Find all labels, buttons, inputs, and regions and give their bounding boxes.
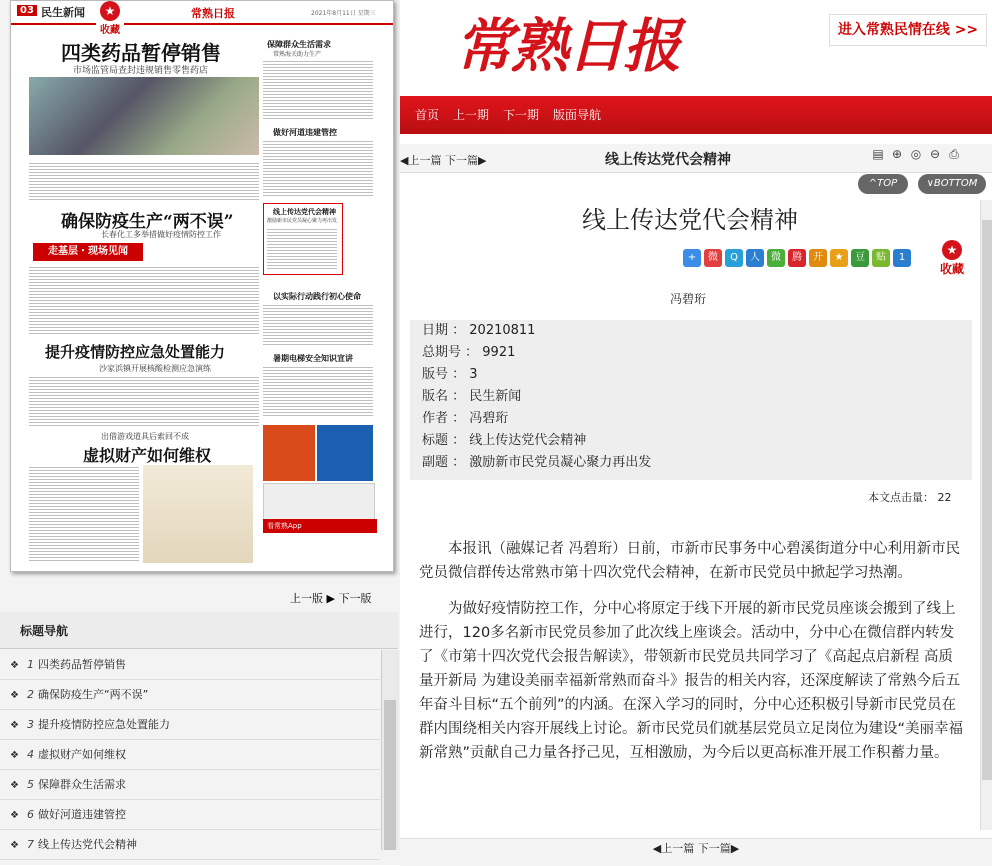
headline-r2[interactable]: 做好河道违建管控 — [273, 127, 337, 137]
headline-nav-item[interactable] — [0, 830, 380, 860]
headline-nav-item[interactable] — [0, 650, 380, 680]
item-number: 4 — [26, 748, 34, 761]
headline-nav-list — [0, 650, 380, 860]
diamond-icon: ❖ — [10, 750, 19, 761]
hit-count-label: 本文点击量： — [868, 491, 934, 504]
share-buttons — [683, 249, 911, 267]
item-number: 2 — [26, 688, 34, 701]
meta-key: 标题 — [422, 433, 449, 448]
headline-nav-item[interactable] — [0, 680, 380, 710]
share-more-icon[interactable]: + — [683, 249, 701, 267]
scroll-thumb[interactable] — [982, 220, 992, 780]
favorite-label: 收藏 — [100, 25, 120, 36]
diamond-icon: ❖ — [10, 720, 19, 731]
item-number: 5 — [26, 778, 34, 791]
paper-logo: 常熟日报 — [191, 7, 235, 20]
share-kaixin-icon[interactable]: 开 — [809, 249, 827, 267]
article-author: 冯碧珩 — [670, 292, 707, 306]
favorite-label: 收藏 — [939, 262, 964, 276]
meta-value: 民生新闻 — [469, 389, 522, 404]
headline-r3[interactable]: 线上传达党代会精神 — [273, 207, 336, 216]
article-meta — [410, 320, 972, 480]
paper-date: 2021年8月11日 星期三 — [311, 10, 376, 17]
headline-nav-item[interactable] — [0, 800, 380, 830]
meta-key: 版名 — [422, 389, 449, 404]
copy-icon[interactable]: ▤ — [872, 147, 884, 161]
newspaper-page[interactable] — [10, 0, 394, 572]
article-favorite-button[interactable] — [937, 240, 967, 277]
headline-r4[interactable]: 以实际行动践行初心使命 — [273, 291, 361, 301]
text-block — [29, 265, 259, 335]
item-number: 1 — [26, 658, 34, 671]
meta-value: 线上传达党代会精神 — [469, 433, 587, 448]
diamond-icon: ❖ — [10, 660, 19, 671]
article-title: 线上传达党代会精神 — [582, 206, 798, 234]
item-title: 做好河道违建管控 — [37, 808, 126, 821]
subhead-2: 长春化工多举措做好疫情防控工作 — [101, 230, 221, 239]
scroll-thumb[interactable] — [384, 700, 396, 850]
scroll-bottom-button[interactable]: ∨BOTTOM — [918, 174, 986, 194]
headline-r1[interactable]: 保障群众生活需求 — [267, 39, 331, 49]
diamond-icon: ❖ — [10, 840, 19, 851]
banner-field-report: 走基层・现场见闻 — [33, 243, 143, 261]
meta-key: 作者 — [422, 411, 449, 426]
article-toolbar — [400, 144, 992, 173]
star-icon: ★ — [100, 1, 120, 21]
subhead-r1: 常熟海关助力生产 — [273, 51, 322, 58]
headline-nav-item[interactable] — [0, 770, 380, 800]
item-title: 线上传达党代会精神 — [37, 838, 137, 851]
subhead-r3: 激励新市民党员凝心聚力再出发 — [267, 218, 338, 224]
headline-nav-scrollbar[interactable] — [381, 650, 399, 850]
article-body — [419, 537, 964, 777]
zoom-in-icon[interactable]: ⊕ — [891, 147, 903, 161]
meta-value: 20210811 — [469, 323, 536, 338]
ad-block — [263, 425, 315, 481]
app-ad: 看常熟App — [263, 519, 377, 533]
qr-codes — [263, 483, 375, 521]
zoom-reset-icon[interactable]: ◎ — [910, 147, 922, 161]
toolbar-title: 线上传达党代会精神 — [605, 152, 731, 168]
enter-minqing-link[interactable]: 进入常熟民情在线 >> — [829, 14, 987, 46]
article-bottom-prev-next[interactable]: ◀上一篇 下一篇▶ — [400, 838, 992, 866]
meta-row: 总期号 ： 9921 — [422, 345, 516, 360]
nav-layout[interactable]: 版面导航 — [553, 108, 602, 122]
page-section: 民生新闻 — [41, 6, 85, 19]
hit-count — [868, 489, 952, 505]
share-count-icon[interactable]: 1 — [893, 249, 911, 267]
headline-nav-title — [0, 612, 398, 649]
subhead-3: 沙家浜镇开展核酸检测应急演练 — [99, 364, 211, 373]
share-star-icon[interactable]: ★ — [830, 249, 848, 267]
item-title: 确保防疫生产“两不误” — [37, 688, 149, 701]
text-block — [263, 59, 373, 119]
meta-key: 日期 — [422, 323, 449, 338]
meta-value: 激励新市民党员凝心聚力再出发 — [469, 455, 652, 470]
headline-1[interactable]: 四类药品暂停销售 — [61, 41, 221, 65]
item-title: 保障群众生活需求 — [37, 778, 126, 791]
ad-block — [317, 425, 373, 481]
share-tieba-icon[interactable]: 贴 — [872, 249, 890, 267]
item-title: 虚拟财产如何维权 — [37, 748, 126, 761]
share-renren-icon[interactable]: 人 — [746, 249, 764, 267]
share-douban-icon[interactable]: 豆 — [851, 249, 869, 267]
nav-home[interactable]: 首页 — [415, 108, 440, 122]
page-number: 03 — [17, 5, 37, 16]
text-block — [29, 161, 259, 201]
paper-header — [11, 1, 393, 25]
item-number: 7 — [26, 838, 34, 851]
meta-key: 总期号 — [422, 345, 462, 360]
illustration — [143, 465, 253, 563]
print-icon[interactable]: ⎙ — [949, 147, 959, 161]
headline-r5[interactable]: 暑期电梯安全知识宣讲 — [273, 353, 353, 363]
subhead-1: 市场监管局查封违规销售零售药店 — [73, 66, 209, 76]
text-block — [267, 227, 337, 269]
masthead-logo: 常熟日报 — [455, 12, 680, 80]
hit-count-value: 22 — [937, 491, 952, 504]
headline-nav-item[interactable] — [0, 710, 380, 740]
text-block — [263, 139, 373, 197]
item-title: 四类药品暂停销售 — [37, 658, 126, 671]
item-number: 3 — [26, 718, 34, 731]
meta-row: 副题 ： 激励新市民党员凝心聚力再出发 — [422, 455, 652, 470]
share-tencent-icon[interactable]: 腾 — [788, 249, 806, 267]
meta-row: 版号 ： 3 — [422, 367, 478, 382]
meta-row: 日期 ： 20210811 — [422, 323, 536, 338]
diamond-icon: ❖ — [10, 810, 19, 821]
item-title: 提升疫情防控应急处置能力 — [37, 718, 170, 731]
diamond-icon: ❖ — [10, 780, 19, 791]
share-weibo-icon[interactable]: 微 — [704, 249, 722, 267]
meta-value: 3 — [469, 367, 478, 382]
text-block — [29, 375, 259, 427]
meta-row: 标题 ： 线上传达党代会精神 — [422, 433, 587, 448]
zoom-out-icon[interactable]: ⊖ — [929, 147, 941, 161]
text-block — [263, 365, 373, 417]
headline-3[interactable]: 提升疫情防控应急处置能力 — [45, 343, 226, 361]
headline-nav-item[interactable] — [0, 740, 380, 770]
headline-2[interactable]: 确保防疫生产“两不误” — [61, 212, 234, 232]
kicker-4: 出借游戏道具后索回不成 — [101, 432, 189, 441]
favorite-button[interactable] — [96, 1, 124, 37]
nav-next-issue[interactable]: 下一期 — [503, 108, 540, 122]
tool-icons — [870, 146, 962, 162]
meta-value: 冯碧珩 — [469, 411, 509, 426]
nav-prev-issue[interactable]: 上一期 — [453, 108, 490, 122]
meta-row: 作者 ： 冯碧珩 — [422, 411, 509, 426]
share-wechat-icon[interactable]: 微 — [767, 249, 785, 267]
share-qzone-icon[interactable]: Q — [725, 249, 743, 267]
star-icon: ★ — [942, 240, 962, 260]
paragraph: 本报讯（融媒记者 冯碧珩）日前，市新市民事务中心碧溪街道分中心利用新市民党员微信群传达常熟市第十四次党代会精神，在新市民党员中掀起学习热潮。 — [419, 541, 961, 581]
headline-nav-label: 标题导航 — [20, 624, 69, 638]
meta-key: 版号 — [422, 367, 449, 382]
meta-row: 版名 ： 民生新闻 — [422, 389, 522, 404]
text-block — [263, 303, 373, 347]
news-photo — [29, 77, 259, 155]
meta-value: 9921 — [482, 345, 516, 360]
paragraph: 为做好疫情防控工作，分中心将原定于线下开展的新市民党员座谈会搬到了线上进行，120多名新市民党员参加了此次线上座谈会。活动中，分中心在微信群内转发了《市第十四次党代会报告解读》，带领新市民党员共同学习了《高起点启新程 高质量开新局 为建设美丽幸福新常熟而奋斗》报告的相关内容，还深度解读了常熟今后五年奋斗目标“五个前列”的内涵。在深入学习的同时，分中心还积极引导新市民党员在群内围绕相关内容开展线上讨论。新市民党员们就基层党员立足岗位为建设“美丽幸福新常熟”贡献自己力量各抒己见，互相激励，为今后以更高标准开展工作积蓄力量。 — [419, 601, 964, 761]
item-number: 6 — [26, 808, 34, 821]
text-block — [29, 465, 139, 563]
scroll-top-button[interactable]: ^TOP — [858, 174, 908, 194]
headline-4[interactable]: 虚拟财产如何维权 — [83, 446, 212, 465]
page-pager[interactable]: 上一版 ▶ 下一版 — [290, 592, 372, 605]
top-nav — [415, 106, 601, 123]
article-scrollbar[interactable] — [980, 200, 992, 830]
diamond-icon: ❖ — [10, 690, 19, 701]
meta-key: 副题 — [422, 455, 449, 470]
article-prev-next[interactable]: ◀上一篇 下一篇▶ — [400, 154, 487, 167]
